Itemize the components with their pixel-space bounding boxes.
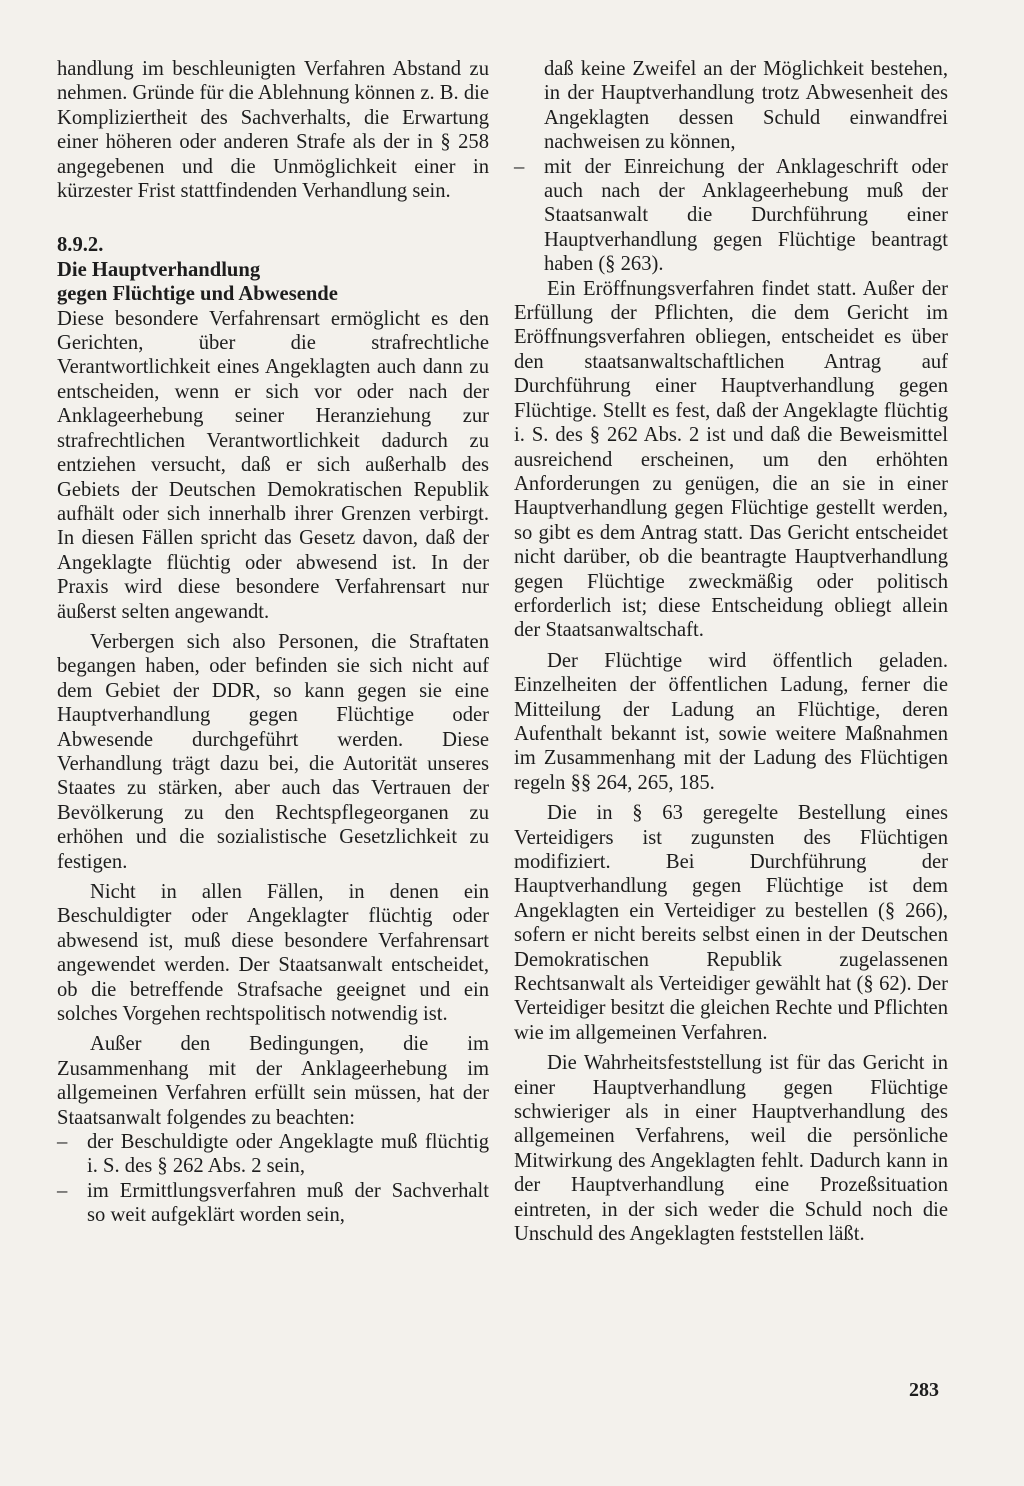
- paragraph: Die Wahrheitsfeststellung ist für das Gericht in einer Hauptverhandlung gegen Flüchtige schwieriger als in einer Hauptverhandlung des allgemeinen Verfahrens, weil die persönliche Mitwirkung des Angeklagten fehlt. Dadurch kann in der Hauptverhandlung eine Prozeßsituation eintreten, in der sich weder die Schuld noch die Unschuld des Angeklagten feststellen läßt.: [514, 1052, 948, 1246]
- section-title-line-1: Die Hauptverhandlung: [57, 258, 261, 281]
- list-item: [57, 1130, 489, 1179]
- list-item: [57, 1179, 489, 1228]
- section-title-line-2: gegen Flüchtige und Abwesende: [57, 283, 338, 306]
- right-column: [514, 57, 948, 1247]
- paragraph: Nicht in allen Fällen, in denen ein Beschuldigter oder Angeklagter flüchtig oder abwesend ist, muß diese besondere Verfahrensart angewendet werden. Der Staatsanwalt entscheidet, ob die betreffende Strafsache geeignet und ein solches Vorgehen rechtspolitisch notwendig ist.: [57, 881, 489, 1026]
- section-heading: [57, 233, 489, 306]
- paragraph: Verbergen sich also Personen, die Straftaten begangen haben, oder befinden sie sich nicht auf dem Gebiet der DDR, so kann gegen sie eine Hauptverhandlung gegen Flüchtige oder Abwesende durchgeführt werden. Diese Verhandlung trägt dazu bei, die Autorität unseres Staates zu stärken, aber auch das Vertrauen der Bevölkerung zu den Rechtspflegeorganen zu erhöhen und die sozialistische Gesetzlichkeit zu festigen.: [57, 630, 489, 873]
- dash-bullet: –: [57, 1131, 68, 1154]
- list-item-text: mit der Einreichung der Anklageschrift oder auch nach der Anklageerhebung muß der Staatsanwalt die Durchführung einer Hauptverhandlung gegen Flüchtige beantragt haben (§ 263).: [544, 155, 948, 276]
- paragraph: Diese besondere Verfahrensart ermöglicht es den Gerichten, über die strafrechtliche Verantwortlichkeit eines Angeklagten auch dann zu entscheiden, wenn er sich vor oder nach der Anklageerhebung seiner Heranziehung zur strafrechtlichen Verantwortlichkeit dadurch zu entziehen versucht, daß er sich außerhalb des Gebiets der Deutschen Demokratischen Republik aufhält oder sich innerhalb ihrer Grenzen verbirgt. In diesen Fällen spricht das Gesetz davon, daß der Angeklagte flüchtig oder abwesend ist. In der Praxis wird diese besondere Verfahrensart nur äußerst selten angewandt.: [57, 307, 489, 623]
- paragraph: Die in § 63 geregelte Bestellung eines Verteidigers ist zugunsten des Flüchtigen modifiziert. Bei Durchführung der Hauptverhandlung gegen Flüchtige ist dem Angeklagten ein Verteidiger zu bestellen (§ 266), sofern er nicht bereits selbst einen in der Deutschen Demokratischen Republik zugelassenen Rechtsanwalt als Verteidiger gewählt hat (§ 62). Der Verteidiger besitzt die gleichen Rechte und Pflichten wie im allgemeinen Verfahren.: [514, 802, 948, 1044]
- section-number: 8.9.2.: [57, 234, 104, 257]
- paragraph: Der Flüchtige wird öffentlich geladen. Einzelheiten der öffentlichen Ladung, ferner die Mitteilung der Ladung an Flüchtige, deren Aufenthalt bekannt ist, sowie weitere Maßnahmen im Zusammenhang mit der Ladung des Flüchtigen regeln §§ 264, 265, 185.: [514, 649, 948, 794]
- dash-bullet: –: [514, 155, 525, 178]
- dash-bullet: –: [57, 1179, 68, 1202]
- list-item-text: der Beschuldigte oder Angeklagte muß flüchtig i. S. des § 262 Abs. 2 sein,: [87, 1131, 489, 1178]
- left-column: [57, 57, 489, 1228]
- paragraph: Ein Eröffnungsverfahren findet statt. Außer der Erfüllung der Pflichten, die dem Gericht im Eröffnungsverfahren obliegen, entscheidet es über den staatsanwaltschaftlichen Antrag auf Durchführung einer Hauptverhandlung gegen Flüchtige. Stellt es fest, daß der Angeklagte flüchtig i. S. des § 262 Abs. 2 ist und daß die Beweismittel ausreichend erscheinen, um den erhöhten Anforderungen zu genügen, die an sie in einer Hauptverhandlung gegen Flüchtige gestellt werden, so gibt es dem Antrag statt. Das Gericht entscheidet nicht darüber, ob die beantragte Hauptverhandlung gegen Flüchtige zweckmäßig oder politisch erforderlich ist; diese Entscheidung obliegt allein der Staatsanwaltschaft.: [514, 277, 948, 642]
- requirements-list-continued: [514, 57, 948, 277]
- paragraph: Außer den Bedingungen, die im Zusammenhang mit der Anklageerhebung im allgemeinen Verfahren erfüllt sein müssen, hat der Staatsanwalt folgendes zu beachten:: [57, 1033, 489, 1129]
- list-item-text: im Ermittlungsverfahren muß der Sachverhalt so weit aufgeklärt worden sein,: [87, 1179, 489, 1227]
- requirements-list: [57, 1130, 489, 1228]
- paragraph: handlung im beschleunigten Verfahren Abstand zu nehmen. Gründe für die Ablehnung können z. B. die Kompliziertheit des Sachverhalts, die Erwartung einer höheren oder anderen Strafe als der in § 258 angegebenen und die Unmöglichkeit einer in kürzester Frist stattfindenden Verhandlung sein.: [57, 58, 489, 203]
- page-number: 283: [909, 1379, 939, 1401]
- list-item: [514, 155, 948, 277]
- list-item-text: daß keine Zweifel an der Möglichkeit bestehen, in der Hauptverhandlung trotz Abwesenheit des Angeklagten dessen Schuld einwandfrei nachweisen zu können,: [544, 58, 948, 154]
- list-item-continuation: [514, 57, 948, 155]
